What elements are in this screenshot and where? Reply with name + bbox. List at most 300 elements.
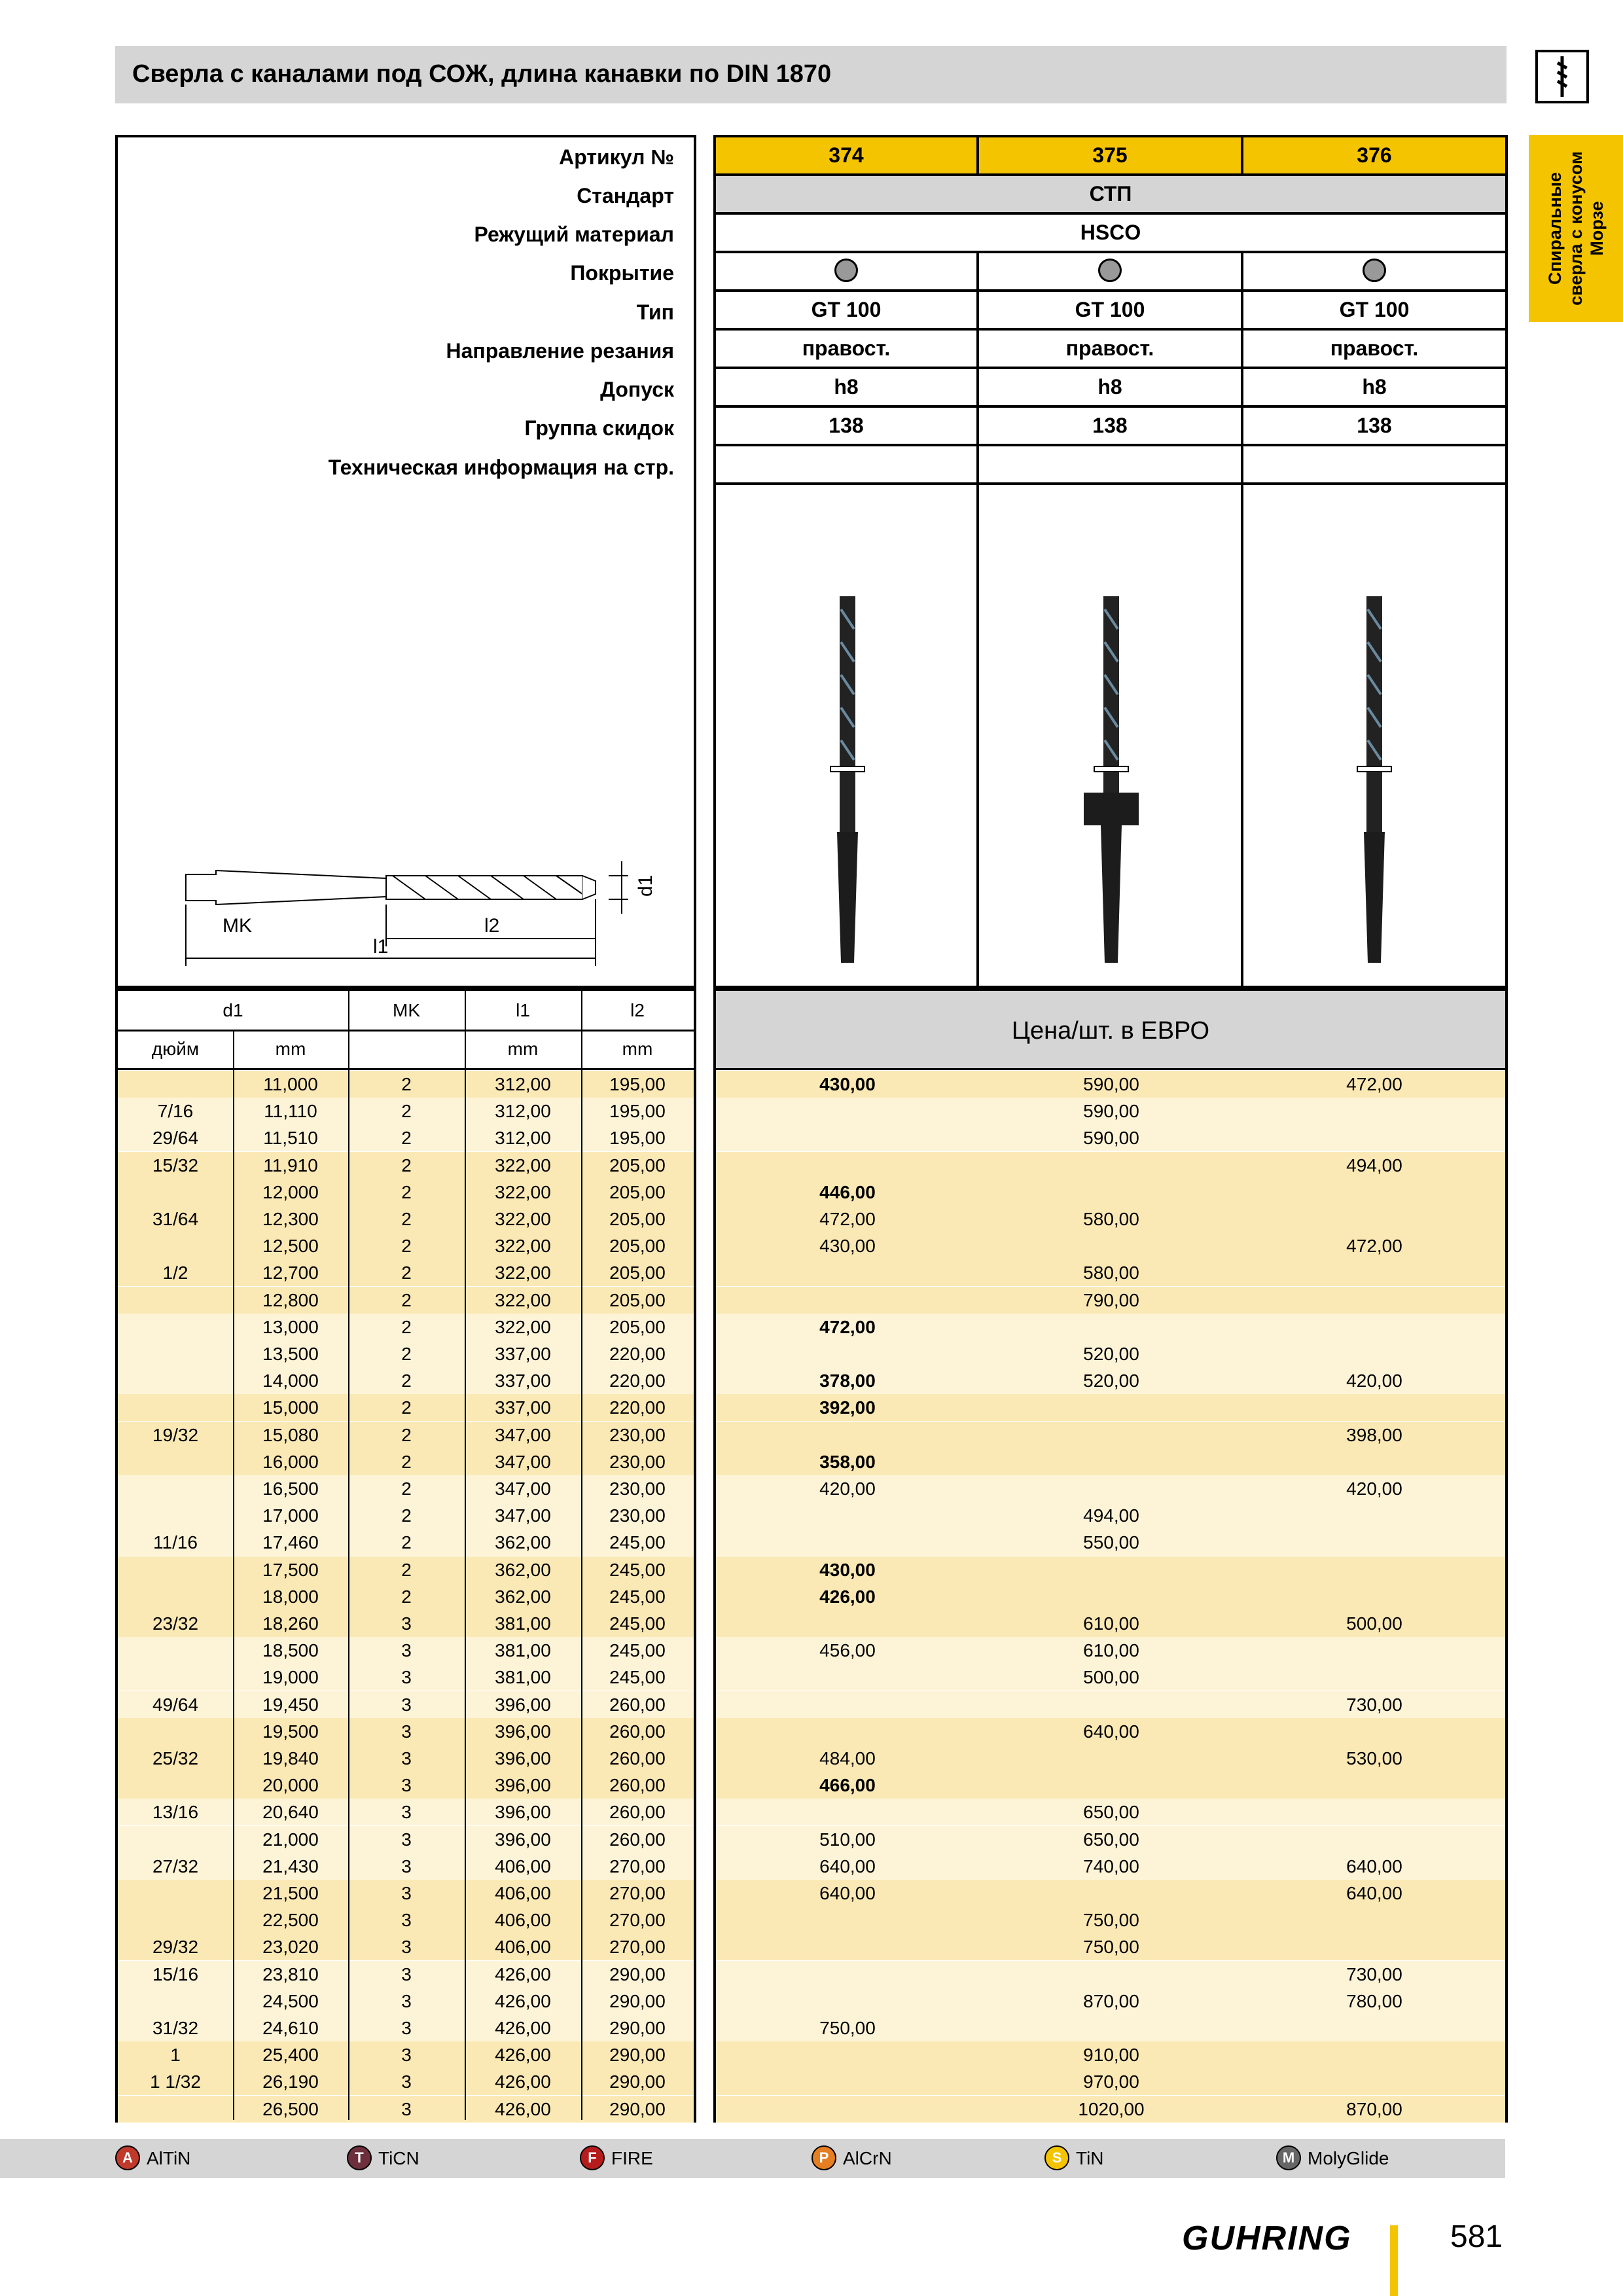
cell-l1: 396,00 — [495, 1721, 551, 1742]
price-374: 484,00 — [819, 1748, 876, 1768]
price-376: 472,00 — [1346, 1236, 1402, 1257]
uncoated-icon — [1098, 259, 1122, 282]
cell-mk: 3 — [401, 1829, 412, 1850]
cell-mm: 21,000 — [262, 1829, 319, 1850]
cell-inch: 1 — [170, 2045, 181, 2066]
cell-mk: 2 — [401, 1101, 412, 1122]
cell-mk: 2 — [401, 1532, 412, 1553]
cell-mm: 11,510 — [263, 1128, 318, 1149]
cell-inch: 27/32 — [152, 1856, 199, 1876]
cell-mk: 2 — [401, 1289, 412, 1310]
table-row — [118, 1287, 694, 1314]
price-row — [716, 1124, 1505, 1151]
header-d1: d1 — [223, 1000, 243, 1020]
price-row — [716, 1232, 1505, 1259]
dimension-table-header — [118, 991, 694, 1031]
cell-l1: 381,00 — [495, 1667, 551, 1688]
cell-l1: 381,00 — [495, 1640, 551, 1661]
price-row — [716, 1314, 1505, 1340]
cell-mk: 3 — [401, 1775, 412, 1796]
price-375: 610,00 — [1083, 1640, 1139, 1661]
drill-category-icon — [1534, 48, 1590, 105]
price-376: 420,00 — [1346, 1371, 1402, 1391]
price-374: 426,00 — [819, 1586, 876, 1607]
table-row — [118, 1637, 694, 1664]
cell-mk: 2 — [401, 1586, 412, 1607]
cell-l2: 260,00 — [609, 1721, 666, 1742]
price-375: 970,00 — [1083, 2072, 1139, 2092]
table-row — [118, 1152, 694, 1179]
cell-mm: 19,840 — [262, 1748, 319, 1768]
cell-l1: 396,00 — [495, 1694, 551, 1715]
cell-mm: 21,500 — [262, 1883, 319, 1903]
cell-mm: 15,080 — [262, 1424, 319, 1445]
table-row — [118, 1232, 694, 1259]
price-374: 510,00 — [819, 1829, 876, 1850]
cell-inch: 31/64 — [152, 1209, 199, 1229]
cell-l2: 290,00 — [609, 2045, 666, 2066]
price-row — [716, 1637, 1505, 1664]
cell-mm: 26,190 — [262, 2072, 319, 2092]
cell-l2: 245,00 — [609, 1613, 666, 1634]
cell-inch: 25/32 — [152, 1748, 199, 1768]
table-row — [118, 1314, 694, 1340]
cell-l2: 205,00 — [609, 1316, 666, 1337]
techinfo-375 — [979, 446, 1243, 485]
price-row — [716, 1772, 1505, 1799]
label-coating: Покрытие — [570, 261, 674, 285]
cell-l2: 220,00 — [609, 1344, 666, 1364]
cell-mm: 26,500 — [262, 2098, 319, 2119]
table-row — [118, 1422, 694, 1448]
cell-l2: 245,00 — [609, 1640, 666, 1661]
alcrn-icon: P — [812, 2145, 836, 2170]
cell-mm: 15,000 — [262, 1397, 319, 1418]
price-374: 466,00 — [819, 1775, 876, 1796]
cell-l2: 205,00 — [609, 1263, 666, 1283]
price-row — [716, 1907, 1505, 1933]
cell-mm: 24,610 — [262, 2018, 319, 2038]
price-374: 446,00 — [819, 1181, 876, 1202]
table-row — [118, 1907, 694, 1933]
cell-l1: 347,00 — [495, 1424, 551, 1445]
cell-l1: 347,00 — [495, 1479, 551, 1499]
cell-l2: 205,00 — [609, 1236, 666, 1257]
table-row — [118, 1367, 694, 1394]
cell-l1: 396,00 — [495, 1802, 551, 1823]
price-row — [716, 1287, 1505, 1314]
price-375: 790,00 — [1083, 1289, 1139, 1310]
uncoated-icon — [1363, 259, 1386, 282]
price-375: 750,00 — [1083, 1910, 1139, 1931]
table-row — [118, 1799, 694, 1825]
cell-mm: 11,000 — [263, 1074, 318, 1094]
cell-l2: 205,00 — [609, 1155, 666, 1175]
cell-mk: 3 — [401, 1748, 412, 1768]
cell-inch: 11/16 — [153, 1532, 198, 1553]
cell-mm: 20,000 — [262, 1775, 319, 1796]
label-material: Режущий материал — [474, 223, 674, 246]
table-row — [118, 2096, 694, 2123]
cell-mk: 2 — [401, 1155, 412, 1175]
label-tolerance: Допуск — [600, 378, 674, 401]
header-l1: l1 — [516, 1000, 530, 1020]
label-direction: Направление резания — [446, 339, 674, 363]
coating-legend — [0, 2139, 1505, 2178]
drill-376-image — [1348, 596, 1400, 963]
cell-inch: 1/2 — [162, 1263, 188, 1283]
label-article: Артикул № — [559, 145, 674, 169]
price-375: 650,00 — [1083, 1802, 1139, 1823]
drill-374-image — [821, 596, 874, 963]
cell-mk: 2 — [401, 1479, 412, 1499]
cell-mk: 2 — [401, 1451, 412, 1472]
cell-mm: 23,810 — [262, 1964, 319, 1984]
cell-inch: 13/16 — [152, 1802, 199, 1823]
price-375: 870,00 — [1083, 1990, 1139, 2011]
cell-l1: 426,00 — [495, 2098, 551, 2119]
price-row — [716, 1206, 1505, 1232]
price-row — [716, 1071, 1505, 1098]
table-row — [118, 2015, 694, 2041]
price-374: 378,00 — [819, 1371, 876, 1391]
cell-l2: 270,00 — [609, 1910, 666, 1931]
cell-mk: 3 — [401, 1856, 412, 1876]
unit-mm: mm — [275, 1039, 306, 1059]
price-375: 520,00 — [1083, 1371, 1139, 1391]
price-row — [716, 1826, 1505, 1853]
cell-l2: 230,00 — [609, 1505, 666, 1526]
price-375: 494,00 — [1083, 1505, 1139, 1526]
cell-l2: 245,00 — [609, 1586, 666, 1607]
price-376: 730,00 — [1346, 1964, 1402, 1984]
cell-l1: 406,00 — [495, 1910, 551, 1931]
cell-mk: 2 — [401, 1424, 412, 1445]
price-376: 730,00 — [1346, 1694, 1402, 1715]
price-374: 430,00 — [819, 1236, 876, 1257]
price-table — [713, 988, 1508, 2123]
table-row — [118, 1124, 694, 1151]
discount-375: 138 — [979, 408, 1243, 446]
table-row — [118, 2068, 694, 2095]
header-mk: MK — [393, 1000, 420, 1020]
table-row — [118, 1071, 694, 1098]
tolerance-374: h8 — [716, 369, 979, 408]
title-bar — [115, 46, 1507, 103]
article-376[interactable]: 376 — [1243, 137, 1505, 176]
price-375: 610,00 — [1083, 1613, 1139, 1634]
cell-inch: 49/64 — [152, 1694, 199, 1715]
cell-l1: 322,00 — [495, 1155, 551, 1175]
cell-l2: 270,00 — [609, 1856, 666, 1876]
price-374: 456,00 — [819, 1640, 876, 1661]
price-374: 358,00 — [819, 1451, 876, 1472]
fire-icon: F — [580, 2145, 605, 2170]
cell-l1: 312,00 — [495, 1128, 551, 1149]
price-row — [716, 1394, 1505, 1421]
price-375: 580,00 — [1083, 1209, 1139, 1229]
cell-mk: 3 — [401, 1667, 412, 1688]
cell-l1: 396,00 — [495, 1775, 551, 1796]
price-row — [716, 1880, 1505, 1907]
standard-value: СТП — [716, 176, 1505, 215]
cell-l2: 205,00 — [609, 1181, 666, 1202]
table-row — [118, 1933, 694, 1960]
cell-mm: 20,640 — [262, 1802, 319, 1823]
price-row — [716, 1529, 1505, 1556]
cell-mk: 3 — [401, 1910, 412, 1931]
table-row — [118, 1475, 694, 1502]
table-row — [118, 1880, 694, 1907]
cell-l1: 406,00 — [495, 1856, 551, 1876]
price-376: 640,00 — [1346, 1856, 1402, 1876]
cell-l2: 290,00 — [609, 1964, 666, 1984]
page-number: 581 — [1450, 2219, 1503, 2254]
cell-mm: 25,400 — [262, 2045, 319, 2066]
cell-mk: 2 — [401, 1344, 412, 1364]
table-row — [118, 1502, 694, 1529]
table-row — [118, 1691, 694, 1718]
cell-l1: 362,00 — [495, 1586, 551, 1607]
divider — [233, 1030, 234, 2120]
cell-mm: 16,000 — [262, 1451, 319, 1472]
direction-376: правост. — [1243, 331, 1505, 369]
cell-l1: 381,00 — [495, 1613, 551, 1634]
drill-dimension-diagram — [177, 842, 656, 986]
price-375: 1020,00 — [1078, 2098, 1145, 2119]
cell-mm: 24,500 — [262, 1990, 319, 2011]
tolerance-376: h8 — [1243, 369, 1505, 408]
article-375[interactable]: 375 — [979, 137, 1243, 176]
coating-375 — [979, 253, 1243, 292]
price-row — [716, 2096, 1505, 2123]
price-375: 640,00 — [1083, 1721, 1139, 1742]
cell-l1: 312,00 — [495, 1074, 551, 1094]
article-spec-grid — [713, 135, 1508, 988]
cell-l1: 312,00 — [495, 1101, 551, 1122]
article-374[interactable]: 374 — [716, 137, 979, 176]
price-375: 590,00 — [1083, 1128, 1139, 1149]
type-375: GT 100 — [979, 292, 1243, 331]
cell-mm: 18,000 — [262, 1586, 319, 1607]
price-374: 472,00 — [819, 1209, 876, 1229]
price-375: 580,00 — [1083, 1263, 1139, 1283]
price-376: 870,00 — [1346, 2098, 1402, 2119]
price-row — [716, 1610, 1505, 1637]
cell-l1: 337,00 — [495, 1371, 551, 1391]
product-image-374 — [716, 485, 979, 986]
table-row — [118, 1772, 694, 1799]
tin-icon: S — [1044, 2145, 1069, 2170]
discount-376: 138 — [1243, 408, 1505, 446]
price-375: 590,00 — [1083, 1101, 1139, 1122]
page-title: Сверла с каналами под СОЖ, длина канавки по DIN 1870 — [132, 60, 832, 88]
cell-l2: 290,00 — [609, 2072, 666, 2092]
divider — [465, 991, 466, 2120]
table-row — [118, 1961, 694, 1988]
cell-l2: 230,00 — [609, 1424, 666, 1445]
cell-inch: 15/16 — [152, 1964, 199, 1984]
cell-mm: 12,000 — [262, 1181, 319, 1202]
cell-l1: 396,00 — [495, 1748, 551, 1768]
price-375: 650,00 — [1083, 1829, 1139, 1850]
cell-mm: 12,300 — [262, 1209, 319, 1229]
cell-mm: 12,800 — [262, 1289, 319, 1310]
cell-inch: 7/16 — [157, 1101, 194, 1122]
cell-mk: 3 — [401, 2072, 412, 2092]
price-376: 640,00 — [1346, 1883, 1402, 1903]
table-row — [118, 1098, 694, 1124]
table-row — [118, 1529, 694, 1556]
cell-mk: 3 — [401, 1937, 412, 1958]
cell-mm: 17,500 — [262, 1559, 319, 1580]
cell-l2: 290,00 — [609, 2018, 666, 2038]
price-row — [716, 1961, 1505, 1988]
diagram-l2-label: l2 — [484, 915, 500, 937]
price-row — [716, 1718, 1505, 1745]
cell-inch: 1 1/32 — [150, 2072, 201, 2092]
legend-label: FIRE — [611, 2148, 653, 2168]
table-row — [118, 1179, 694, 1206]
price-375: 740,00 — [1083, 1856, 1139, 1876]
price-row — [716, 1502, 1505, 1529]
unit-l1: mm — [507, 1039, 539, 1059]
price-header-label: Цена/шт. в ЕВРО — [1011, 1017, 1210, 1045]
price-row — [716, 1745, 1505, 1772]
section-tab[interactable] — [1529, 135, 1623, 322]
cell-inch: 23/32 — [152, 1613, 199, 1634]
cell-l1: 426,00 — [495, 1990, 551, 2011]
cell-mk: 3 — [401, 1802, 412, 1823]
cell-mm: 22,500 — [262, 1910, 319, 1931]
coating-376 — [1243, 253, 1505, 292]
price-row — [716, 1556, 1505, 1583]
diagram-mk-label: MK — [223, 915, 252, 937]
cell-l1: 322,00 — [495, 1263, 551, 1283]
price-row — [716, 2041, 1505, 2068]
table-row — [118, 1340, 694, 1367]
header-l2: l2 — [630, 1000, 645, 1020]
cell-l2: 290,00 — [609, 1990, 666, 2011]
cell-l1: 322,00 — [495, 1316, 551, 1337]
price-row — [716, 1152, 1505, 1179]
table-row — [118, 1206, 694, 1232]
price-row — [716, 1098, 1505, 1124]
price-375: 550,00 — [1083, 1532, 1139, 1553]
price-row — [716, 1475, 1505, 1502]
cell-mm: 16,500 — [262, 1479, 319, 1499]
cell-mk: 3 — [401, 1883, 412, 1903]
price-row — [716, 2068, 1505, 2095]
dimension-rows — [118, 1071, 694, 2120]
cell-l2: 270,00 — [609, 1883, 666, 1903]
cell-mm: 18,500 — [262, 1640, 319, 1661]
price-row — [716, 1933, 1505, 1960]
cell-l1: 406,00 — [495, 1937, 551, 1958]
cell-l1: 426,00 — [495, 2072, 551, 2092]
price-374: 750,00 — [819, 2018, 876, 2038]
table-row — [118, 1583, 694, 1610]
cell-l2: 195,00 — [609, 1101, 666, 1122]
cell-l2: 260,00 — [609, 1775, 666, 1796]
cell-mk: 2 — [401, 1559, 412, 1580]
cell-inch: 19/32 — [152, 1424, 199, 1445]
cell-l1: 322,00 — [495, 1236, 551, 1257]
material-value: HSCO — [716, 215, 1505, 253]
molyglide-icon: M — [1276, 2145, 1301, 2170]
cell-mk: 3 — [401, 1964, 412, 1984]
cell-mm: 21,430 — [262, 1856, 319, 1876]
cell-l2: 195,00 — [609, 1074, 666, 1094]
cell-mm: 13,000 — [262, 1316, 319, 1337]
section-tab-label: Спиральные сверла с конусом Морзе — [1545, 151, 1607, 306]
unit-l2: mm — [622, 1039, 653, 1059]
cell-l2: 245,00 — [609, 1532, 666, 1553]
cell-l1: 322,00 — [495, 1181, 551, 1202]
price-376: 420,00 — [1346, 1479, 1402, 1499]
coating-374 — [716, 253, 979, 292]
price-row — [716, 1448, 1505, 1475]
cell-l1: 426,00 — [495, 2018, 551, 2038]
cell-mk: 2 — [401, 1397, 412, 1418]
price-375: 500,00 — [1083, 1667, 1139, 1688]
cell-mm: 13,500 — [262, 1344, 319, 1364]
cell-mm: 19,500 — [262, 1721, 319, 1742]
cell-mk: 3 — [401, 2098, 412, 2119]
price-375: 520,00 — [1083, 1344, 1139, 1364]
price-row — [716, 1367, 1505, 1394]
cell-l1: 347,00 — [495, 1505, 551, 1526]
table-row — [118, 1448, 694, 1475]
table-row — [118, 2041, 694, 2068]
label-discount: Группа скидок — [524, 416, 674, 440]
price-376: 530,00 — [1346, 1748, 1402, 1768]
cell-mk: 3 — [401, 2045, 412, 2066]
price-row — [716, 1691, 1505, 1718]
cell-l2: 245,00 — [609, 1559, 666, 1580]
table-row — [118, 1610, 694, 1637]
legend-label: MolyGlide — [1308, 2148, 1389, 2168]
price-row — [716, 1583, 1505, 1610]
cell-mk: 2 — [401, 1505, 412, 1526]
cell-mk: 3 — [401, 1640, 412, 1661]
tolerance-375: h8 — [979, 369, 1243, 408]
cell-mm: 17,000 — [262, 1505, 319, 1526]
cell-mm: 19,450 — [262, 1694, 319, 1715]
ticn-icon: T — [347, 2145, 372, 2170]
cell-mk: 3 — [401, 1613, 412, 1634]
table-row — [118, 1259, 694, 1286]
footer-accent-bar — [1390, 2225, 1398, 2296]
price-row — [716, 1799, 1505, 1825]
table-row — [118, 1394, 694, 1421]
cell-l1: 426,00 — [495, 1964, 551, 1984]
cell-l2: 260,00 — [609, 1694, 666, 1715]
price-374: 392,00 — [819, 1397, 876, 1418]
price-row — [716, 2015, 1505, 2041]
drill-375-image — [1079, 596, 1144, 963]
unit-inch: дюйм — [151, 1039, 200, 1059]
cell-mk: 2 — [401, 1316, 412, 1337]
price-374: 420,00 — [819, 1479, 876, 1499]
cell-mk: 2 — [401, 1236, 412, 1257]
cell-l1: 337,00 — [495, 1397, 551, 1418]
price-374: 640,00 — [819, 1883, 876, 1903]
price-row — [716, 1340, 1505, 1367]
cell-mk: 2 — [401, 1263, 412, 1283]
divider — [581, 991, 582, 2120]
cell-inch: 29/32 — [152, 1937, 199, 1958]
